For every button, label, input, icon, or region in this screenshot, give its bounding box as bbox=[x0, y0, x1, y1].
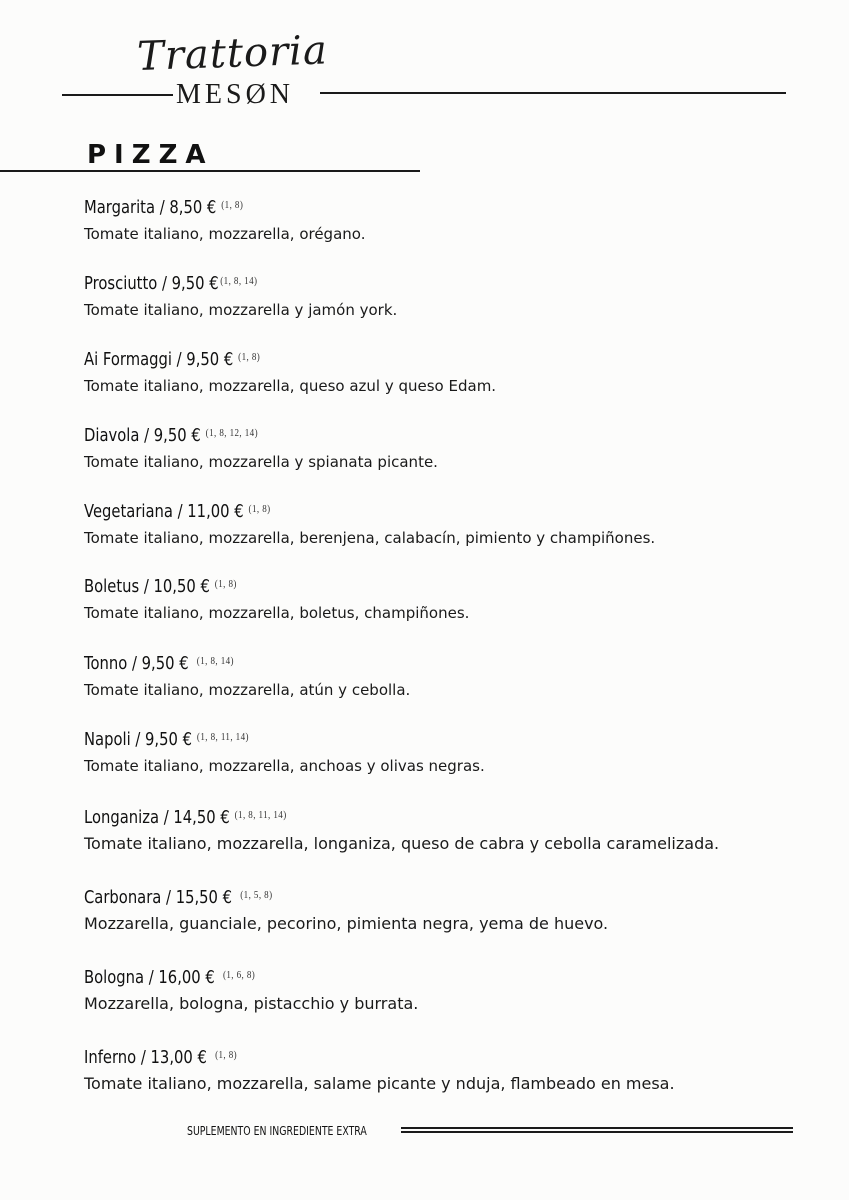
menu-item-vegetariana bbox=[84, 497, 824, 548]
item-allergens: (1, 8, 11, 14) bbox=[196, 731, 249, 743]
item-allergens: (1, 8, 12, 14) bbox=[205, 427, 258, 439]
menu-item-bologna bbox=[84, 963, 824, 1014]
item-name-price: Ai Formaggi / 9,50 € bbox=[84, 349, 234, 370]
item-description: Mozzarella, bologna, pistacchio y burrata. bbox=[84, 994, 419, 1013]
supplement-note: SUPLEMENTO EN INGREDIENTE EXTRA bbox=[187, 1124, 367, 1138]
item-allergens: (1, 8) bbox=[215, 1049, 238, 1061]
item-description: Tomate italiano, mozzarella, orégano. bbox=[84, 225, 366, 243]
logo-wordmark: MESØN bbox=[176, 79, 295, 110]
item-description: Tomate italiano, mozzarella, boletus, champiñones. bbox=[84, 604, 470, 622]
item-allergens: (1, 8, 14) bbox=[196, 655, 234, 667]
menu-item-longaniza bbox=[84, 803, 824, 854]
item-allergens: (1, 5, 8) bbox=[240, 889, 273, 901]
item-name-price: Boletus / 10,50 € bbox=[84, 576, 210, 597]
item-name-price: Tonno / 9,50 € bbox=[84, 653, 189, 674]
section-title: PIZZA bbox=[87, 140, 214, 170]
menu-item-boletus bbox=[84, 572, 824, 623]
item-name-price: Prosciutto / 9,50 € bbox=[84, 273, 219, 294]
item-name-price: Napoli / 9,50 € bbox=[84, 729, 192, 750]
menu-item-inferno bbox=[84, 1043, 824, 1094]
item-name-price: Carbonara / 15,50 € bbox=[84, 887, 233, 908]
item-allergens: (1, 8) bbox=[248, 503, 271, 515]
logo-rule-right bbox=[320, 92, 786, 94]
item-description: Mozzarella, guanciale, pecorino, pimienta negra, yema de huevo. bbox=[84, 914, 609, 933]
item-description: Tomate italiano, mozzarella y spianata picante. bbox=[84, 453, 438, 471]
menu-item-carbonara bbox=[84, 883, 824, 934]
menu-item-napoli bbox=[84, 725, 824, 776]
item-description: Tomate italiano, mozzarella, atún y cebolla. bbox=[84, 681, 411, 699]
item-name-price: Diavola / 9,50 € bbox=[84, 425, 201, 446]
footer-rule-top bbox=[401, 1127, 793, 1129]
menu-item-ai-formaggi bbox=[84, 345, 824, 396]
item-allergens: (1, 8) bbox=[214, 578, 237, 590]
item-description: Tomate italiano, mozzarella, anchoas y olivas negras. bbox=[84, 757, 485, 775]
item-description: Tomate italiano, mozzarella y jamón york. bbox=[84, 301, 398, 319]
item-allergens: (1, 8, 14) bbox=[220, 275, 258, 287]
item-allergens: (1, 8) bbox=[221, 199, 244, 211]
item-description: Tomate italiano, mozzarella, longaniza, queso de cabra y cebolla caramelizada. bbox=[84, 834, 720, 853]
item-allergens: (1, 6, 8) bbox=[222, 969, 256, 981]
menu-item-margarita bbox=[84, 193, 824, 244]
item-allergens: (1, 8, 11, 14) bbox=[234, 809, 287, 821]
logo-rule-left bbox=[62, 94, 173, 96]
item-name-price: Margarita / 8,50 € bbox=[84, 197, 217, 218]
menu-item-tonno bbox=[84, 649, 824, 700]
item-description: Tomate italiano, mozzarella, queso azul y queso Edam. bbox=[84, 377, 497, 395]
menu-item-diavola bbox=[84, 421, 824, 472]
menu-item-prosciutto bbox=[84, 269, 824, 320]
item-description: Tomate italiano, mozzarella, berenjena, calabacín, pimiento y champiñones. bbox=[84, 529, 656, 547]
footer-rule-bottom bbox=[401, 1131, 793, 1133]
item-name-price: Vegetariana / 11,00 € bbox=[84, 501, 244, 522]
item-name-price: Inferno / 13,00 € bbox=[84, 1047, 207, 1068]
section-rule bbox=[0, 170, 420, 172]
item-allergens: (1, 8) bbox=[238, 351, 261, 363]
logo-script-text: Trattoria bbox=[136, 27, 329, 80]
item-name-price: Longaniza / 14,50 € bbox=[84, 807, 230, 828]
item-description: Tomate italiano, mozzarella, salame picante y nduja, flambeado en mesa. bbox=[84, 1074, 675, 1093]
item-name-price: Bologna / 16,00 € bbox=[84, 967, 215, 988]
